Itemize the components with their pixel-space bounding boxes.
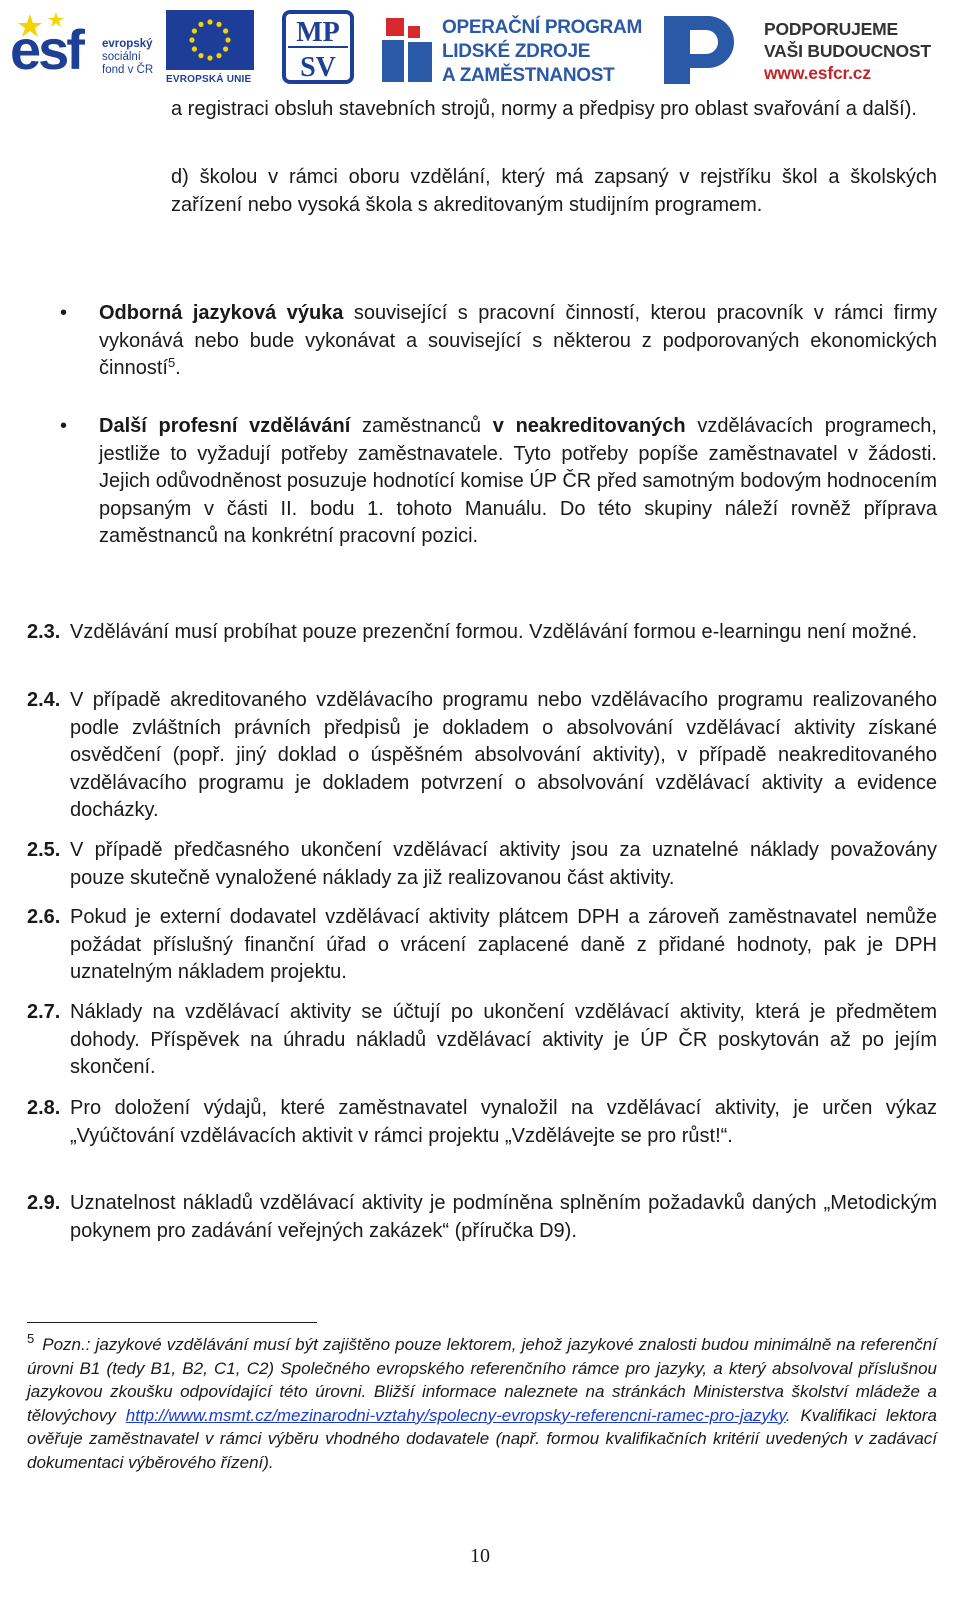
esf-caption-line2: sociální [102,51,141,63]
item-number: 2.6. [27,906,61,928]
bullet-language-text: související s pracovní činností, kterou pracovník v rámci firmy vykonává nebo bude vykonávat a související s některou z podporovaných ekonomických činností [99,302,937,379]
bullet-professional-bold2: v neakreditovaných [492,415,686,437]
item-number: 2.7. [27,1001,61,1023]
eu-flag-icon [166,10,254,70]
eu-caption: EVROPSKÁ UNIE [166,74,252,85]
item-text: Vzdělávání musí probíhat pouze prezenční formou. Vzdělávání formou e-learningu není možné. [70,621,918,643]
op-lzz-title [442,16,642,88]
item-text: Náklady na vzdělávací aktivity se účtují po ukončení vzdělávací aktivity, která je předmětem dohody. Příspěvek na úhradu nákladů vzdělávací aktivity je ÚP ČR poskytován až po jejím skončení. [70,1001,937,1078]
paragraph-item-d: d) školou v rámci oboru vzdělání, který má zapsaný v rejstříku škol a školských zařízení nebo vysoká škola s akreditovaným studijním programem. [171,166,937,216]
op-lzz-logo [380,10,645,90]
bullet-professional-training [99,413,937,551]
podporujeme-logo [660,10,950,90]
item-text: Pro doložení výdajů, které zaměstnavatel vynaložil na vzdělávací aktivity, je určen výkaz „Vyúčtování vzdělávacích aktivit v rámci projektu „Vzdělávejte se pro růst!“. [70,1097,937,1147]
page-number: 10 [470,1545,490,1567]
podporujeme-line1: PODPORUJEME [764,19,898,39]
figures-icon [380,14,436,86]
bullet-professional-title: Další profesní vzdělávání [99,415,351,437]
footnote-text-before: Pozn.: jazykové vzdělávání musí být zajištěno pouze lektorem, jehož jazykové znalosti budou minimálně na referenční úrovni B1 (tedy B1, B2, C1, C2) Společného evropského referenčního rámce pro jazyky, a který absolvoval příslušnou jazykovou zkoušku odpovídající této úrovni. Bližší informace naleznete na stránkách Ministerstva školství mládeže a tělovýchovy [27,1335,937,1425]
eu-logo [166,10,258,85]
footnote-mark: 5 [27,1331,35,1346]
item-text: V případě předčasného ukončení vzdělávací aktivity jsou za uznatelné náklady považovány pouze skutečně vynaložené náklady za již realizovanou část aktivity. [70,839,937,889]
item-number: 2.5. [27,839,61,861]
item-text: Pokud je externí dodavatel vzdělávací aktivity plátcem DPH a zároveň zaměstnavatel nemůže požádat příslušný finanční úřad o vrácení zaplacené daně z přidané hodnoty, pak je DPH uznatelným nákladem projektu. [70,906,937,983]
bullet-language-title: Odborná jazyková výuka [99,302,344,324]
esf-caption-line1: evropský [102,38,153,50]
item-text: V případě akreditovaného vzdělávacího programu nebo vzdělávacího programu realizovaného podle zvláštních právních předpisů je dokladem o absolvování vzdělávací aktivity získané osvědčení (popř. jiný doklad o úspěšném absolvování aktivity), v případě neakreditovaného vzdělávacího programu je dokladem potvrzení o absolvování vzdělávací aktivity a evidence docházky. [70,689,937,821]
mpsv-bottom-text: SV [300,52,336,83]
paragraph-c-continued: a registraci obsluh stavebních strojů, normy a předpisy pro oblast svařování a další). [171,98,917,120]
footnote-5 [27,1333,937,1474]
mpsv-top-text: MP [296,17,340,48]
bullet-icon: • [60,415,68,437]
footnote-ref[interactable]: 5 [167,355,176,370]
bullet-language-training [99,300,937,383]
item-text: Uznatelnost nákladů vzdělávací aktivity je podmíněna splněním požadavků daných „Metodickým pokynem pro zadávání veřejných zakázek“ (příručka D9). [70,1192,937,1242]
podporujeme-text [764,18,931,84]
bullet-professional-text2: vzdělávacích programech, jestliže to vyžadují potřeby zaměstnavatele. Tyto potřeby popíše zaměstnavatel v žádosti. Jejich odůvodněnost posuzuje hodnotící komise ÚP ČR před samotným bodovým hodnocením popsaným v části II. bodu 1. tohoto Manuálu. Do této skupiny náleží rovněž příprava zaměstnanců na konkrétní pracovní pozici. [99,415,937,547]
mpsv-emblem-icon [282,10,354,84]
item-number: 2.3. [27,621,61,643]
item-number: 2.9. [27,1192,61,1214]
msmt-link[interactable]: http://www.msmt.cz/mezinarodni-vztahy/spolecny-evropsky-referencni-ramec-pro-jazyky [125,1405,786,1425]
op-lzz-line3: A ZAMĚSTNANOST [442,65,615,86]
item-number: 2.4. [27,689,61,711]
footnote-separator [27,1322,317,1323]
esf-caption-line3: fond v ČR [102,64,154,76]
header-logos [0,0,960,95]
bullet-professional-text1: zaměstnanců [350,415,493,437]
op-lzz-line2: LIDSKÉ ZDROJE [442,41,591,62]
op-lzz-line1: OPERAČNÍ PROGRAM [442,17,642,38]
p-emblem-icon [660,12,744,88]
esf-caption [102,38,153,77]
footnote-text-after: . Kvalifikaci lektora ověřuje zaměstnavatel v rámci výběru vhodného dodavatele (např. formou kvalifikačních kritérií uvedených v zadávací dokumentaci výběrového řízení). [27,1405,937,1472]
esf-wordmark: esf [10,18,82,81]
esfcr-url: www.esfcr.cz [764,63,871,83]
item-number: 2.8. [27,1097,61,1119]
podporujeme-line2: VAŠI BUDOUCNOST [764,41,931,61]
bullet-icon: • [60,302,68,324]
bullet-language-end: . [175,357,181,379]
esf-logo [10,10,160,90]
mpsv-logo [282,10,354,84]
